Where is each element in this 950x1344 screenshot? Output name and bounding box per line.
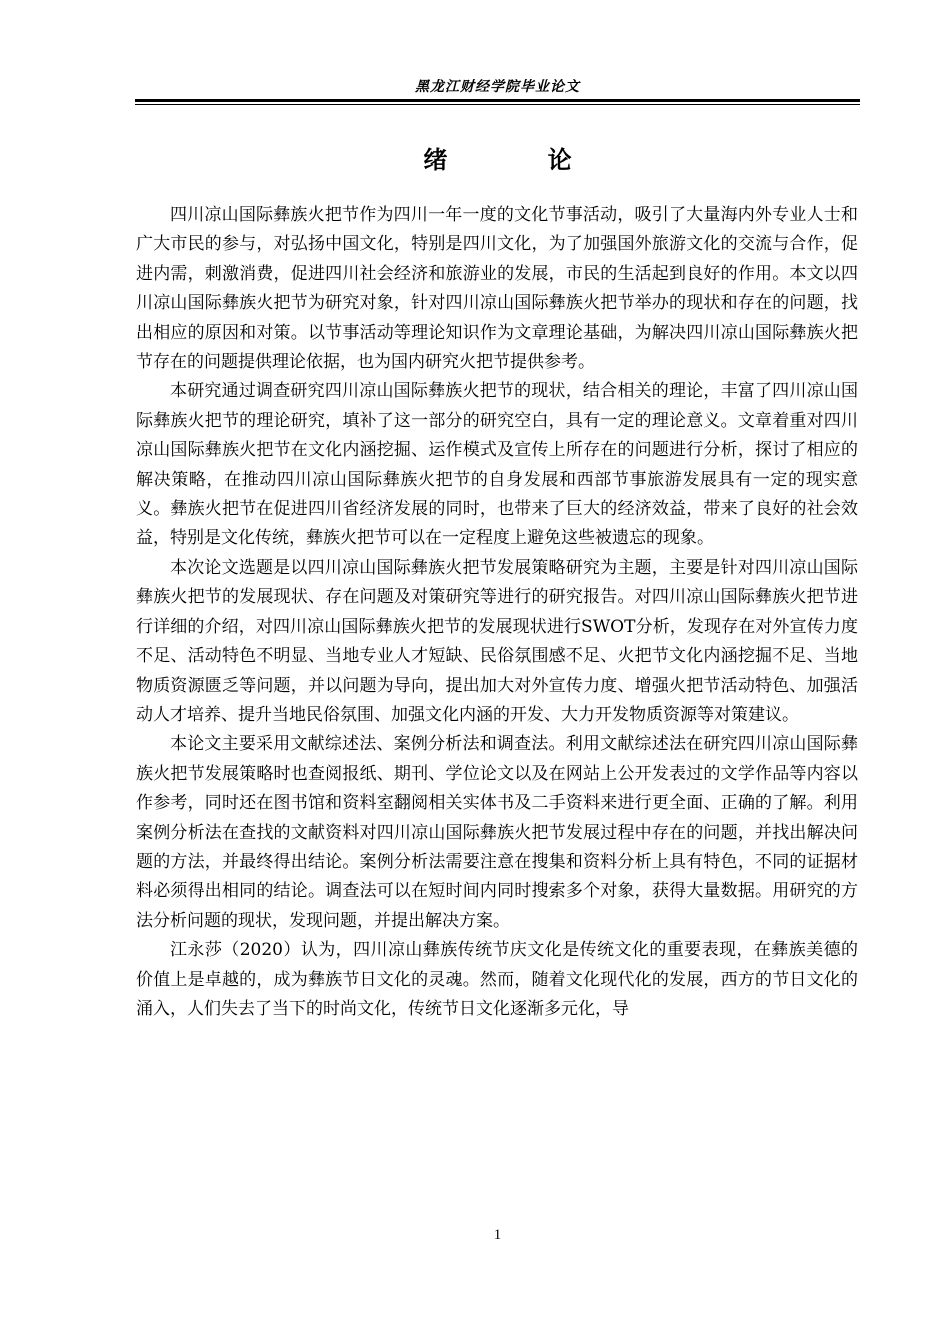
paragraph-4: 本论文主要采用文献综述法、案例分析法和调查法。利用文献综述法在研究四川凉山国际彝族火把节发展策略时也查阅报纸、期刊、学位论文以及在网站上公开发表过的文学作品等内容以作参考，同时还在图书馆和资料室翻阅相关实体书及二手资料来进行更全面、正确的了解。利用案例分析法在查找的文献资料对四川凉山国际彝族火把节发展过程中存在的问题，并找出解决问题的方法，并最终得出结论。案例分析法需要注意在搜集和资料分析上具有特色，不同的证据材料必须得出相同的结论。调查法可以在短时间内同时搜索多个对象，获得大量数据。用研究的方法分析问题的现状，发现问题，并提出解决方案。: [136, 734, 858, 931]
paragraph-1: 四川凉山国际彝族火把节作为四川一年一度的文化节事活动，吸引了大量海内外专业人士和广大市民的参与，对弘扬中国文化，特别是四川文化，为了加强国外旅游文化的交流与合作，促进内需，刺激消费，促进四川社会经济和旅游业的发展，市民的生活起到良好的作用。本文以四川凉山国际彝族火把节为研究对象，针对四川凉山国际彝族火把节举办的现状和存在的问题，找出相应的原因和对策。以节事活动等理论知识作为文章理论基础，为解决四川凉山国际彝族火把节存在的问题提供理论依据，也为国内研究火把节提供参考。: [136, 205, 858, 373]
running-header: 黑龙江财经学院毕业论文: [415, 79, 580, 95]
paragraph-2: 本研究通过调查研究四川凉山国际彝族火把节的现状，结合相关的理论，丰富了四川凉山国际彝族火把节的理论研究，填补了这一部分的研究空白，具有一定的理论意义。文章着重对四川凉山国际彝族火把节在文化内涵挖掘、运作模式及宣传上所存在的问题进行分析，探讨了相应的解决策略，在推动四川凉山国际彝族火把节的自身发展和西部节事旅游发展具有一定的现实意义。彝族火把节在促进四川省经济发展的同时，也带来了巨大的经济效益，带来了良好的社会效益，特别是文化传统，彝族火把节可以在一定程度上避免这些被遗忘的现象。: [136, 381, 858, 549]
page-number: 1: [493, 1227, 502, 1243]
paragraph-3: 本次论文选题是以四川凉山国际彝族火把节发展策略研究为主题，主要是针对四川凉山国际彝族火把节的发展现状、存在问题及对策研究等进行的研究报告。对四川凉山国际彝族火把节进行详细的介绍，对四川凉山国际彝族火把节的发展现状进行SWOT分析，发现存在对外宣传力度不足、活动特色不明显、当地专业人才短缺、民俗氛围感不足、火把节文化内涵挖掘不足、当地物质资源匮乏等问题，并以问题为导向，提出加大对外宣传力度、增强火把节活动特色、加强活动人才培养、提升当地民俗氛围、加强文化内涵的开发、大力开发物质资源等对策建议。: [136, 557, 858, 725]
header-rule-thick: [135, 99, 860, 102]
body-text: [136, 201, 858, 1024]
page-title: 绪 论: [423, 146, 618, 174]
header-rule-thin: [135, 104, 860, 105]
paragraph-5: 江永莎（2020）认为，四川凉山彝族传统节庆文化是传统文化的重要表现，在彝族美德的价值上是卓越的，成为彝族节日文化的灵魂。然而，随着文化现代化的发展，西方的节日文化的涌入，人们失去了当下的时尚文化，传统节日文化逐渐多元化，导: [136, 940, 858, 1019]
